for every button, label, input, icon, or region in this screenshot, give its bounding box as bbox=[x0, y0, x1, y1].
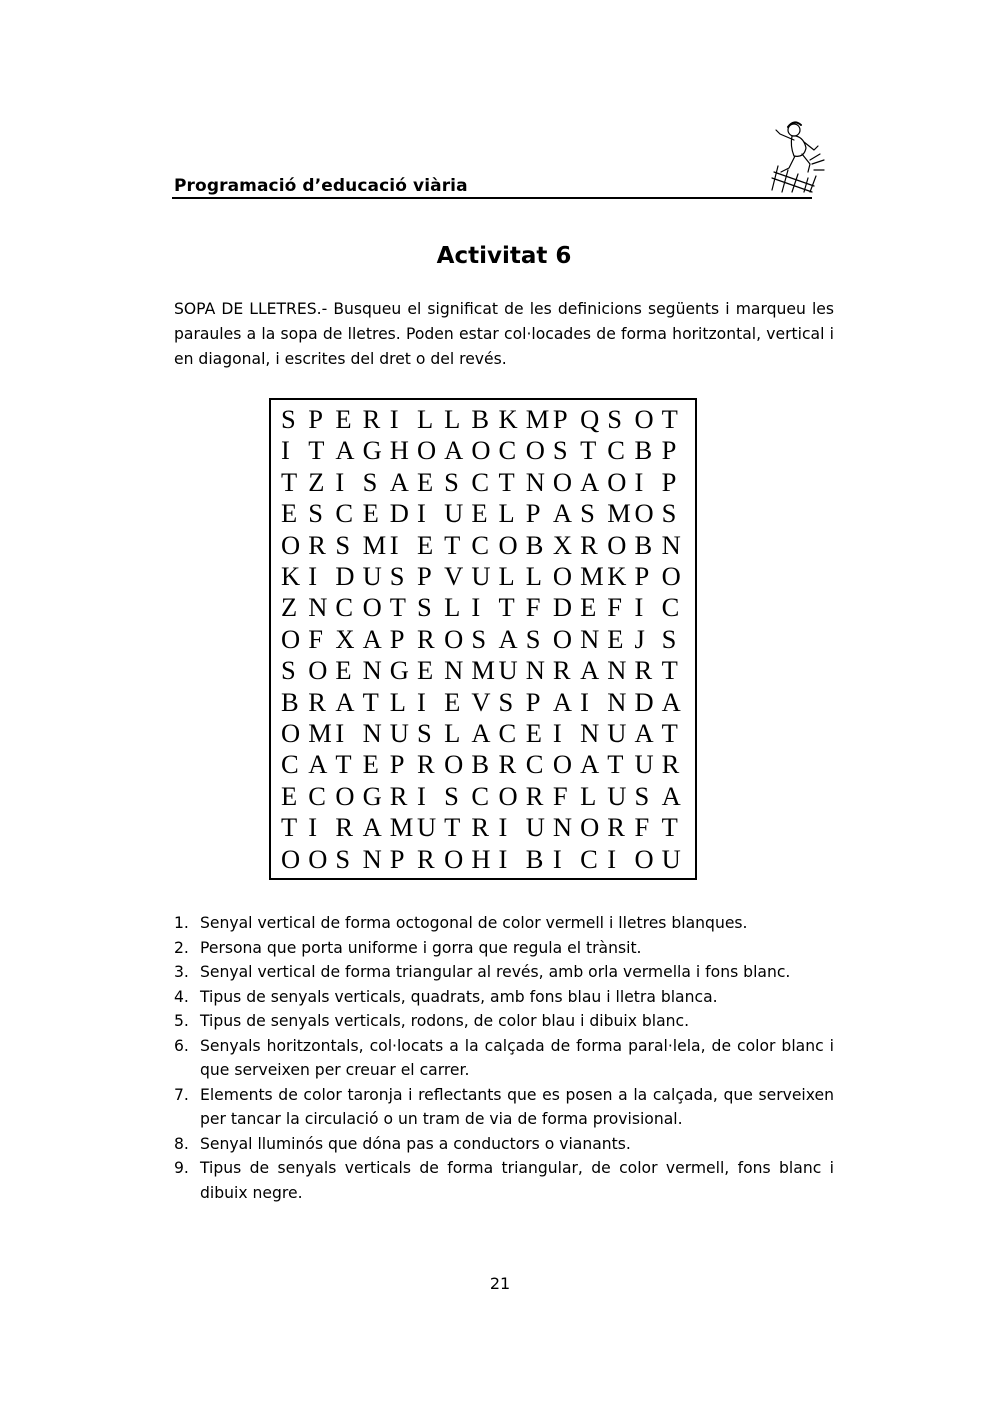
header-rule bbox=[172, 197, 812, 199]
grid-letter[interactable]: A bbox=[580, 466, 600, 497]
grid-letter[interactable]: I bbox=[416, 498, 426, 529]
grid-letter[interactable]: U bbox=[661, 843, 681, 874]
grid-letter[interactable]: E bbox=[281, 780, 298, 811]
grid-letter[interactable]: O bbox=[552, 561, 573, 591]
grid-letter[interactable]: O bbox=[444, 749, 464, 780]
grid-letter[interactable]: I bbox=[389, 529, 399, 560]
definition-text: Tipus de senyals verticals, rodons, de color blau i dibuix blanc. bbox=[200, 1012, 690, 1030]
grid-letter[interactable]: E bbox=[580, 592, 597, 623]
grid-letter[interactable]: C bbox=[607, 435, 625, 466]
grid-letter[interactable]: A bbox=[308, 749, 328, 780]
grid-letter[interactable]: S bbox=[335, 843, 351, 874]
grid-letter[interactable]: I bbox=[552, 843, 562, 874]
grid-letter[interactable]: N bbox=[552, 812, 573, 843]
grid-letter[interactable]: P bbox=[308, 404, 323, 434]
word-search-grid bbox=[269, 398, 697, 880]
grid-letter[interactable]: P bbox=[634, 561, 650, 591]
grid-letter[interactable]: U bbox=[525, 812, 545, 843]
grid-letter[interactable]: R bbox=[580, 529, 598, 560]
grid-letter[interactable]: T bbox=[281, 812, 298, 843]
grid-letter[interactable]: T bbox=[444, 812, 461, 843]
grid-letter[interactable]: L bbox=[498, 561, 515, 591]
instructions-paragraph: SOPA DE LLETRES.- Busqueu el significat de les definicions següents i marqueu les paraules a la sopa de lletres. Poden estar col·locades de forma horitzontal, vertical i en diagonal, i escrites del dret o del revés. bbox=[174, 300, 834, 368]
grid-letter[interactable]: C bbox=[281, 749, 299, 780]
grid-letter[interactable]: G bbox=[389, 655, 409, 686]
definition-item bbox=[174, 985, 834, 1010]
grid-row bbox=[281, 844, 695, 875]
definition-item bbox=[174, 936, 834, 961]
grid-letter[interactable]: A bbox=[661, 780, 681, 811]
grid-letter[interactable]: O bbox=[335, 780, 355, 811]
grid-letter[interactable]: S bbox=[525, 623, 541, 654]
grid-letter[interactable]: V bbox=[444, 561, 464, 591]
grid-letter[interactable]: I bbox=[498, 843, 508, 874]
grid-letter[interactable]: O bbox=[416, 435, 437, 466]
grid-letter[interactable]: C bbox=[580, 843, 598, 874]
grid-letter[interactable]: O bbox=[281, 843, 301, 874]
grid-letter[interactable]: O bbox=[308, 655, 328, 686]
grid-letter[interactable]: L bbox=[444, 592, 461, 623]
grid-letter[interactable]: E bbox=[416, 655, 434, 686]
activity-title: Activitat 6 bbox=[436, 243, 572, 269]
definition-text: Senyals horitzontals, col·locats a la calçada de forma paral·lela, de color blanc i que serveixen per creuar el carrer. bbox=[200, 1036, 834, 1079]
grid-letter[interactable]: U bbox=[634, 749, 654, 780]
grid-letter[interactable]: D bbox=[335, 561, 355, 591]
grid-letter[interactable]: C bbox=[498, 435, 517, 466]
grid-letter[interactable]: E bbox=[362, 498, 379, 529]
grid-letter[interactable]: I bbox=[634, 466, 644, 497]
grid-letter[interactable]: Z bbox=[308, 466, 325, 497]
grid-letter[interactable]: A bbox=[552, 498, 573, 529]
grid-letter[interactable]: N bbox=[580, 623, 600, 654]
grid-letter[interactable]: O bbox=[634, 843, 654, 874]
definition-text: Senyal lluminós que dóna pas a conductors o vianants. bbox=[200, 1134, 631, 1153]
grid-letter[interactable]: X bbox=[335, 623, 355, 654]
grid-letter[interactable]: T bbox=[661, 655, 678, 686]
grid-letter[interactable]: Q bbox=[580, 404, 600, 434]
grid-letter[interactable]: C bbox=[471, 529, 489, 560]
definition-item bbox=[174, 1083, 834, 1132]
grid-letter[interactable]: E bbox=[335, 655, 352, 686]
grid-letter[interactable]: R bbox=[335, 812, 354, 843]
grid-letter[interactable]: E bbox=[362, 749, 379, 780]
grid-letter[interactable]: N bbox=[580, 718, 600, 748]
grid-letter[interactable]: H bbox=[471, 843, 491, 874]
grid-letter[interactable]: N bbox=[444, 655, 464, 686]
grid-row bbox=[281, 530, 695, 561]
grid-letter[interactable]: R bbox=[416, 623, 435, 654]
grid-letter[interactable]: I bbox=[552, 718, 562, 748]
grid-letter[interactable]: P bbox=[525, 686, 541, 717]
grid-letter[interactable]: P bbox=[389, 749, 405, 780]
grid-letter[interactable]: A bbox=[335, 686, 355, 717]
grid-letter[interactable]: T bbox=[281, 466, 298, 497]
grid-letter[interactable]: A bbox=[471, 718, 491, 748]
grid-letter[interactable]: O bbox=[552, 623, 573, 654]
grid-letter[interactable]: B bbox=[281, 686, 299, 717]
grid-letter[interactable]: R bbox=[416, 843, 435, 874]
grid-letter[interactable]: D bbox=[389, 498, 409, 529]
grid-letter[interactable]: F bbox=[308, 623, 323, 654]
grid-letter[interactable]: O bbox=[471, 435, 491, 466]
grid-letter[interactable]: I bbox=[634, 592, 644, 623]
grid-letter[interactable]: T bbox=[308, 435, 325, 466]
grid-letter[interactable]: O bbox=[607, 466, 627, 497]
grid-letter[interactable]: R bbox=[552, 655, 571, 686]
grid-letter[interactable]: R bbox=[607, 812, 625, 843]
definition-text: Senyal vertical de forma triangular al revés, amb orla vermella i fons blanc. bbox=[200, 963, 791, 981]
grid-letter[interactable]: O bbox=[281, 623, 301, 654]
grid-letter[interactable]: C bbox=[498, 718, 517, 748]
grid-letter[interactable]: R bbox=[416, 749, 435, 780]
grid-row bbox=[281, 467, 695, 498]
grid-letter[interactable]: O bbox=[308, 843, 328, 874]
page-number: 21 bbox=[489, 1274, 511, 1293]
grid-letter[interactable]: A bbox=[661, 686, 681, 717]
definition-text: Elements de color taronja i reflectants que es posen a la calçada, que serveixen per tancar la circulació o un tram de via de forma provisional. bbox=[200, 1085, 834, 1128]
grid-letter[interactable]: S bbox=[552, 435, 568, 466]
grid-row bbox=[281, 435, 695, 466]
grid-letter[interactable]: F bbox=[525, 592, 541, 623]
grid-letter[interactable]: N bbox=[308, 592, 328, 623]
definition-text: Tipus de senyals verticals, quadrats, amb fons blau i lletra blanca. bbox=[200, 987, 718, 1006]
grid-letter[interactable]: U bbox=[471, 561, 491, 591]
grid-letter[interactable]: M bbox=[308, 718, 332, 748]
grid-letter[interactable]: O bbox=[362, 592, 382, 623]
grid-letter[interactable]: R bbox=[661, 749, 680, 780]
grid-letter[interactable]: O bbox=[634, 498, 654, 529]
grid-row bbox=[281, 812, 695, 843]
grid-letter[interactable]: O bbox=[607, 529, 627, 560]
definition-text: Senyal vertical de forma octogonal de color vermell i lletres blanques. bbox=[200, 914, 748, 932]
definition-item bbox=[174, 1034, 834, 1083]
grid-letter[interactable]: O bbox=[634, 404, 654, 434]
grid-row bbox=[281, 655, 695, 686]
grid-letter[interactable]: U bbox=[607, 718, 627, 748]
grid-letter[interactable]: E bbox=[444, 686, 461, 717]
grid-letter[interactable]: A bbox=[580, 749, 600, 780]
grid-letter[interactable]: T bbox=[444, 529, 461, 560]
grid-letter[interactable]: S bbox=[661, 623, 677, 654]
grid-letter[interactable]: L bbox=[580, 780, 597, 811]
grid-letter[interactable]: C bbox=[308, 780, 326, 811]
grid-letter[interactable]: T bbox=[607, 749, 624, 780]
grid-letter[interactable]: E bbox=[416, 529, 434, 560]
grid-letter[interactable]: O bbox=[444, 843, 464, 874]
grid-letter[interactable]: O bbox=[281, 718, 301, 748]
grid-letter[interactable]: O bbox=[525, 435, 545, 466]
grid-letter[interactable]: F bbox=[552, 780, 568, 811]
definition-number: 2. bbox=[174, 938, 189, 957]
grid-letter[interactable]: M bbox=[607, 498, 631, 529]
pedestrian-crossing-figure-icon bbox=[768, 116, 828, 194]
grid-letter[interactable]: U bbox=[362, 561, 382, 591]
grid-letter[interactable]: S bbox=[281, 404, 296, 434]
grid-letter[interactable]: L bbox=[444, 718, 461, 748]
definition-item bbox=[174, 1132, 834, 1157]
grid-letter[interactable]: C bbox=[335, 592, 354, 623]
grid-letter[interactable]: S bbox=[389, 561, 405, 591]
grid-letter[interactable]: S bbox=[580, 498, 595, 529]
grid-letter[interactable]: I bbox=[416, 780, 426, 811]
grid-letter[interactable]: A bbox=[552, 686, 573, 717]
grid-letter[interactable]: F bbox=[634, 812, 650, 843]
grid-letter[interactable]: G bbox=[362, 780, 382, 811]
definition-item bbox=[174, 1156, 834, 1205]
grid-row bbox=[281, 404, 695, 435]
grid-letter[interactable]: T bbox=[362, 686, 379, 717]
definition-number: 7. bbox=[174, 1085, 189, 1104]
grid-letter[interactable]: M bbox=[471, 655, 495, 686]
definition-number: 4. bbox=[174, 987, 189, 1006]
grid-letter[interactable]: S bbox=[335, 529, 351, 560]
grid-letter[interactable]: L bbox=[416, 404, 434, 434]
grid-letter[interactable]: T bbox=[661, 812, 678, 843]
grid-letter[interactable]: E bbox=[281, 498, 298, 529]
grid-letter[interactable]: C bbox=[471, 780, 489, 811]
grid-letter[interactable]: I bbox=[416, 686, 426, 717]
grid-letter[interactable]: R bbox=[308, 686, 326, 717]
grid-letter[interactable]: J bbox=[634, 623, 645, 654]
grid-letter[interactable]: B bbox=[471, 404, 489, 434]
grid-letter[interactable]: O bbox=[498, 529, 518, 560]
grid-letter[interactable]: T bbox=[335, 749, 352, 780]
definition-item bbox=[174, 1009, 834, 1034]
grid-letter[interactable]: S bbox=[607, 404, 622, 434]
grid-letter[interactable]: A bbox=[389, 466, 409, 497]
grid-letter[interactable]: I bbox=[281, 435, 290, 466]
grid-letter[interactable]: N bbox=[525, 655, 545, 686]
grid-letter[interactable]: U bbox=[498, 655, 518, 686]
grid-letter[interactable]: C bbox=[471, 466, 489, 497]
grid-letter[interactable]: T bbox=[498, 466, 515, 497]
grid-letter[interactable]: S bbox=[498, 686, 514, 717]
grid-letter[interactable]: R bbox=[362, 404, 381, 434]
grid-letter[interactable]: S bbox=[281, 655, 296, 686]
grid-letter[interactable]: S bbox=[471, 623, 487, 654]
grid-letter[interactable]: M bbox=[362, 529, 387, 560]
grid-letter[interactable]: S bbox=[444, 780, 459, 811]
grid-letter[interactable]: D bbox=[634, 686, 654, 717]
grid-letter[interactable]: Z bbox=[281, 592, 298, 623]
grid-letter[interactable]: R bbox=[634, 655, 653, 686]
definition-number: 1. bbox=[174, 914, 189, 932]
grid-letter[interactable]: S bbox=[634, 780, 650, 811]
grid-letter[interactable]: R bbox=[471, 812, 489, 843]
grid-letter[interactable]: A bbox=[362, 623, 382, 654]
grid-letter[interactable]: B bbox=[634, 435, 653, 466]
grid-letter[interactable]: A bbox=[444, 435, 464, 466]
grid-letter[interactable]: P bbox=[552, 404, 568, 434]
grid-letter[interactable]: L bbox=[444, 404, 461, 434]
grid-letter[interactable]: G bbox=[362, 435, 382, 466]
grid-letter[interactable]: I bbox=[308, 812, 318, 843]
grid-letter[interactable]: S bbox=[416, 718, 432, 748]
grid-letter[interactable]: A bbox=[580, 655, 600, 686]
grid-letter[interactable]: R bbox=[498, 749, 517, 780]
grid-letter[interactable]: U bbox=[416, 812, 437, 843]
grid-letter[interactable]: O bbox=[580, 812, 600, 843]
grid-letter[interactable]: R bbox=[525, 780, 544, 811]
grid-letter[interactable]: P bbox=[661, 466, 677, 497]
grid-letter[interactable]: D bbox=[552, 592, 573, 623]
definition-number: 9. bbox=[174, 1159, 189, 1177]
grid-letter[interactable]: H bbox=[389, 435, 409, 466]
grid-row bbox=[281, 687, 695, 718]
grid-letter[interactable]: S bbox=[444, 466, 459, 497]
grid-letter[interactable]: L bbox=[498, 498, 515, 529]
grid-letter[interactable]: E bbox=[471, 498, 488, 529]
grid-letter[interactable]: T bbox=[580, 435, 597, 466]
grid-letter[interactable]: O bbox=[552, 749, 573, 780]
grid-letter[interactable]: O bbox=[281, 529, 301, 560]
grid-row bbox=[281, 561, 695, 592]
grid-letter[interactable]: E bbox=[335, 404, 352, 434]
grid-letter[interactable]: N bbox=[525, 466, 545, 497]
grid-letter[interactable]: N bbox=[607, 655, 627, 686]
grid-letter[interactable]: B bbox=[634, 529, 653, 560]
grid-letter[interactable]: L bbox=[389, 686, 406, 717]
grid-letter[interactable]: N bbox=[362, 843, 382, 874]
grid-letter[interactable]: C bbox=[335, 498, 354, 529]
grid-letter[interactable]: U bbox=[389, 718, 409, 748]
grid-letter[interactable]: T bbox=[389, 592, 406, 623]
definition-text: Persona que porta uniforme i gorra que regula el trànsit. bbox=[200, 938, 642, 957]
grid-letter[interactable]: S bbox=[661, 498, 677, 529]
definition-item bbox=[174, 960, 834, 985]
definitions-list bbox=[174, 911, 834, 1205]
grid-letter[interactable]: N bbox=[362, 655, 382, 686]
grid-letter[interactable]: P bbox=[416, 561, 432, 591]
grid-letter[interactable]: A bbox=[498, 623, 518, 654]
grid-row bbox=[281, 749, 695, 780]
grid-letter[interactable]: A bbox=[362, 812, 382, 843]
definition-number: 6. bbox=[174, 1036, 189, 1055]
definition-item bbox=[174, 911, 834, 936]
grid-letter[interactable]: K bbox=[281, 561, 301, 591]
grid-letter[interactable]: S bbox=[308, 498, 323, 529]
grid-row bbox=[281, 592, 695, 623]
header-title: Programació d’educació viària bbox=[174, 176, 468, 196]
grid-letter[interactable]: I bbox=[607, 843, 617, 874]
grid-letter[interactable]: C bbox=[525, 749, 544, 780]
grid-letter[interactable]: O bbox=[552, 466, 573, 497]
grid-letter[interactable]: M bbox=[580, 561, 604, 591]
grid-letter[interactable]: E bbox=[607, 623, 624, 654]
grid-letter[interactable]: N bbox=[607, 686, 627, 717]
grid-letter[interactable]: I bbox=[471, 592, 481, 623]
grid-letter[interactable]: P bbox=[389, 843, 405, 874]
grid-letter[interactable]: P bbox=[389, 623, 405, 654]
grid-letter[interactable]: M bbox=[389, 812, 414, 843]
grid-letter[interactable]: E bbox=[525, 718, 542, 748]
grid-letter[interactable]: I bbox=[389, 404, 399, 434]
grid-letter[interactable]: I bbox=[308, 561, 318, 591]
grid-letter[interactable]: I bbox=[498, 812, 508, 843]
grid-letter[interactable]: S bbox=[362, 466, 378, 497]
grid-letter[interactable]: X bbox=[552, 529, 573, 560]
grid-letter[interactable]: U bbox=[444, 498, 464, 529]
grid-letter[interactable]: I bbox=[580, 686, 589, 717]
grid-letter[interactable]: S bbox=[416, 592, 432, 623]
grid-letter[interactable]: N bbox=[661, 529, 681, 560]
grid-letter[interactable]: U bbox=[607, 780, 627, 811]
definition-number: 3. bbox=[174, 963, 189, 981]
grid-letter[interactable]: R bbox=[389, 780, 408, 811]
grid-letter[interactable]: A bbox=[335, 435, 355, 466]
grid-row bbox=[281, 781, 695, 812]
grid-letter[interactable]: T bbox=[661, 404, 678, 434]
grid-letter[interactable]: O bbox=[661, 561, 681, 591]
grid-letter[interactable]: M bbox=[525, 404, 550, 434]
grid-row bbox=[281, 624, 695, 655]
grid-letter[interactable]: R bbox=[308, 529, 326, 560]
definition-text: Tipus de senyals verticals de forma triangular, de color vermell, fons blanc i dibuix negre. bbox=[200, 1159, 834, 1202]
grid-letter[interactable]: K bbox=[607, 561, 627, 591]
grid-letter[interactable]: T bbox=[498, 592, 515, 623]
grid-letter[interactable]: O bbox=[444, 623, 464, 654]
definition-number: 5. bbox=[174, 1012, 189, 1030]
grid-letter[interactable]: P bbox=[525, 498, 541, 529]
grid-letter[interactable]: P bbox=[661, 435, 677, 466]
grid-letter[interactable]: V bbox=[471, 686, 491, 717]
grid-letter[interactable]: N bbox=[362, 718, 382, 748]
grid-letter[interactable]: A bbox=[634, 718, 654, 748]
grid-letter[interactable]: L bbox=[525, 561, 542, 591]
grid-letter[interactable]: B bbox=[525, 843, 544, 874]
grid-letter[interactable]: C bbox=[661, 592, 680, 623]
grid-letter[interactable]: I bbox=[335, 466, 345, 497]
definition-number: 8. bbox=[174, 1134, 189, 1153]
grid-row bbox=[281, 498, 695, 529]
grid-letter[interactable]: K bbox=[498, 404, 518, 434]
grid-letter[interactable]: F bbox=[607, 592, 622, 623]
grid-row bbox=[281, 718, 695, 749]
grid-letter[interactable]: I bbox=[335, 718, 345, 748]
grid-letter[interactable]: O bbox=[498, 780, 518, 811]
grid-letter[interactable]: T bbox=[661, 718, 678, 748]
grid-letter[interactable]: B bbox=[525, 529, 544, 560]
grid-letter[interactable]: B bbox=[471, 749, 489, 780]
grid-letter[interactable]: E bbox=[416, 466, 434, 497]
